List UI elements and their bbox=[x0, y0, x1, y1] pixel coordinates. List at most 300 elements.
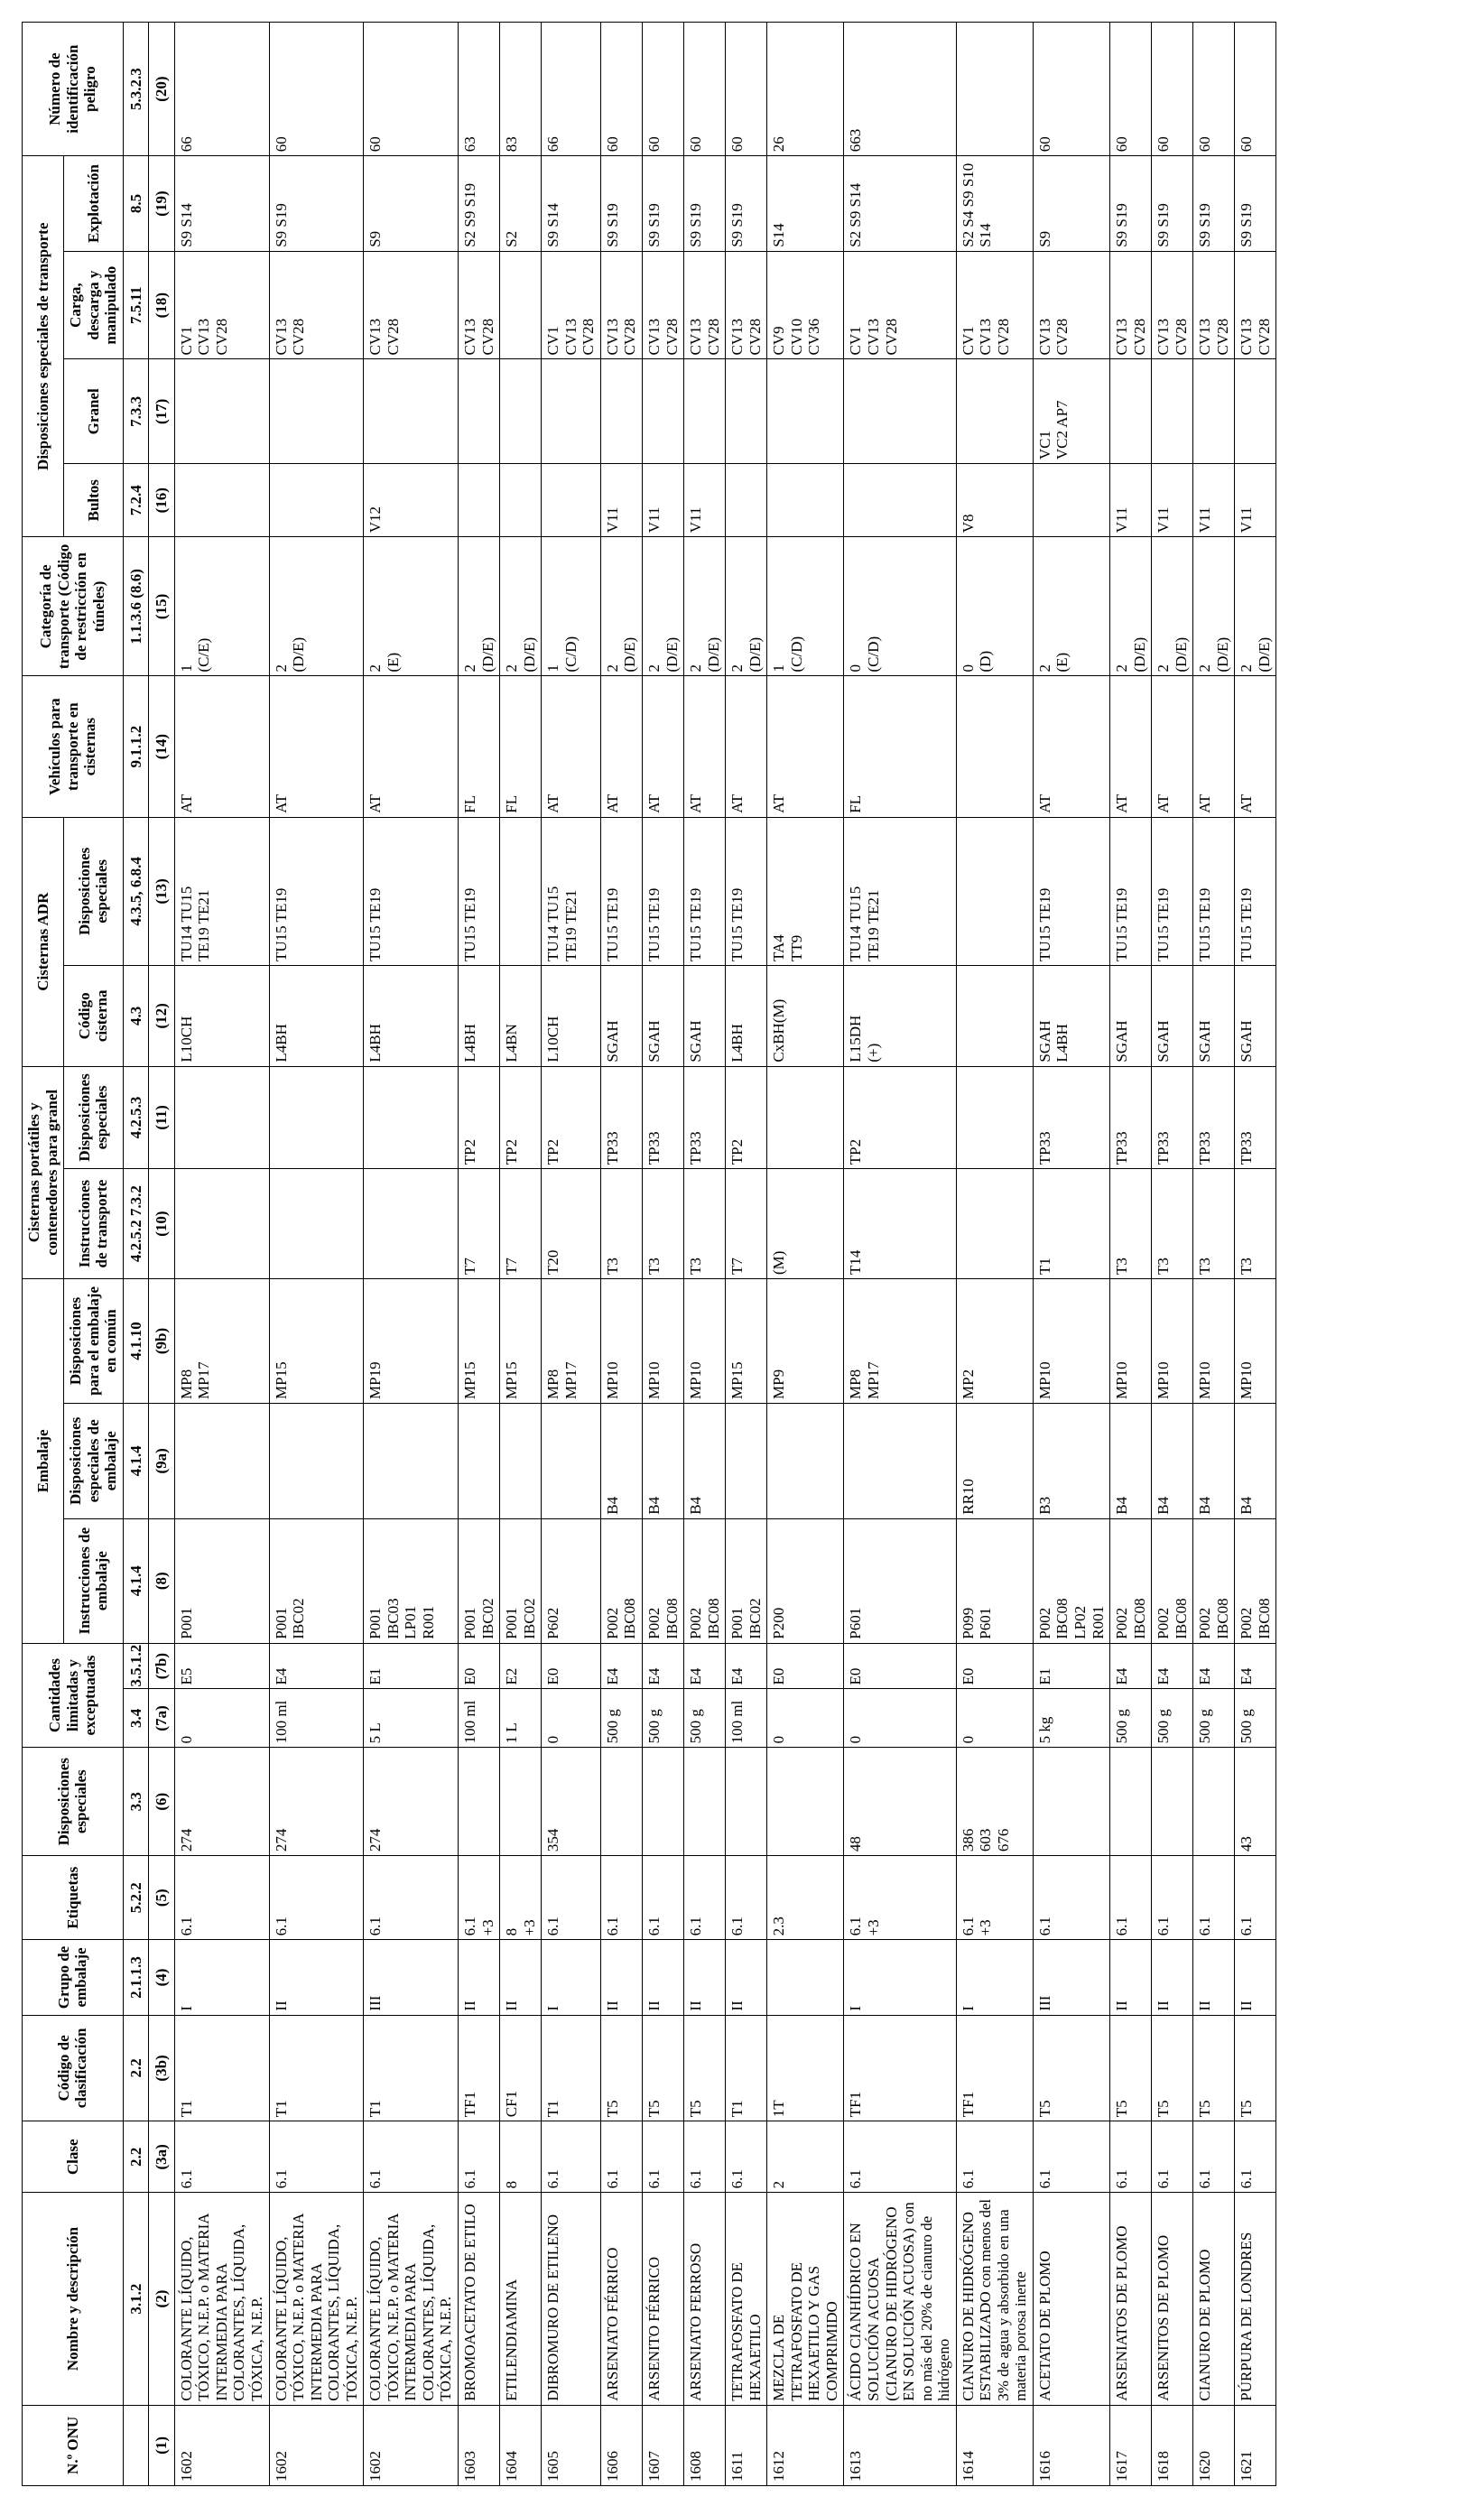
table-cell: P002 IBC08 bbox=[642, 1518, 683, 1643]
table-cell: T5 bbox=[600, 2015, 642, 2121]
table-cell bbox=[956, 359, 1033, 464]
table-cell: 2 (D/E) bbox=[726, 537, 767, 676]
column-number-14: (12) bbox=[149, 966, 175, 1067]
table-cell: 1614 bbox=[956, 2405, 1033, 2485]
table-cell: SGAH bbox=[600, 966, 642, 1067]
column-number-21: (19) bbox=[149, 156, 175, 252]
table-cell: T1 bbox=[726, 2015, 767, 2121]
table-cell: P002 IBC08 bbox=[1110, 1518, 1152, 1643]
table-cell: B4 bbox=[1110, 1403, 1152, 1518]
table-cell: 6.1 bbox=[1110, 2121, 1152, 2193]
table-cell: 2 (D/E) bbox=[1235, 537, 1276, 676]
table-cell: T5 bbox=[1235, 2015, 1276, 2121]
table-cell: 6.1 bbox=[364, 2121, 459, 2193]
table-cell: P602 bbox=[542, 1518, 601, 1643]
table-cell: I bbox=[956, 1940, 1033, 2015]
column-number-8: (7b) bbox=[149, 1643, 175, 1689]
table-cell: 0 bbox=[956, 1689, 1033, 1748]
table-cell: AT bbox=[726, 676, 767, 817]
header-cantidades: Cantidades limitadas y exceptuadas bbox=[23, 1643, 124, 1748]
table-cell: ARSENIATOS DE PLOMO bbox=[1110, 2193, 1152, 2405]
table-cell: CV9 CV10 CV36 bbox=[767, 251, 844, 359]
table-cell bbox=[956, 23, 1033, 156]
table-cell: P099 P601 bbox=[956, 1518, 1033, 1643]
table-cell: 0 (D) bbox=[956, 537, 1033, 676]
table-cell: CV13 CV28 bbox=[684, 251, 726, 359]
table-cell: P001 IBC02 bbox=[500, 1518, 542, 1643]
table-cell: AT bbox=[1152, 676, 1193, 817]
table-cell: I bbox=[542, 1940, 601, 2015]
table-cell: T5 bbox=[1193, 2015, 1235, 2121]
table-cell: 1 (C/D) bbox=[767, 537, 844, 676]
table-cell: TP2 bbox=[500, 1066, 542, 1169]
table-cell: V11 bbox=[1193, 464, 1235, 537]
table-cell: TU15 TE19 bbox=[364, 817, 459, 965]
table-cell: E1 bbox=[1033, 1643, 1109, 1689]
table-cell: MP15 bbox=[459, 1278, 500, 1403]
table-cell: 500 g bbox=[1193, 1689, 1235, 1748]
column-number-2: (3a) bbox=[149, 2121, 175, 2193]
table-cell: T1 bbox=[1033, 1169, 1109, 1279]
section-code-8: 3.5.1.2 bbox=[123, 1643, 149, 1689]
header-num-peligro: Número de identificación peligro bbox=[23, 23, 124, 156]
table-cell bbox=[459, 359, 500, 464]
table-cell: S9 bbox=[364, 156, 459, 252]
table-cell: B4 bbox=[642, 1403, 683, 1518]
table-cell bbox=[726, 359, 767, 464]
table-cell: S9 S14 bbox=[542, 156, 601, 252]
table-cell: 6.1 bbox=[684, 1856, 726, 1940]
table-cell: S9 S19 bbox=[684, 156, 726, 252]
table-cell: MP19 bbox=[364, 1278, 459, 1403]
table-cell: AT bbox=[767, 676, 844, 817]
table-cell: ACETATO DE PLOMO bbox=[1033, 2193, 1109, 2405]
table-cell bbox=[726, 464, 767, 537]
table-cell: MP9 bbox=[767, 1278, 844, 1403]
table-cell: VC1 VC2 AP7 bbox=[1033, 359, 1109, 464]
table-cell: TF1 bbox=[956, 2015, 1033, 2121]
table-cell: V11 bbox=[1110, 464, 1152, 537]
table-cell: S9 S19 bbox=[726, 156, 767, 252]
table-cell: TP33 bbox=[1193, 1066, 1235, 1169]
table-cell bbox=[174, 1169, 269, 1279]
table-cell bbox=[684, 1748, 726, 1856]
section-code-22: 5.3.2.3 bbox=[123, 23, 149, 156]
header-categoria: Categoría de transporte (Código de restricción en túneles) bbox=[23, 537, 124, 676]
section-code-4: 2.1.1.3 bbox=[123, 1940, 149, 2015]
table-cell: 500 g bbox=[1235, 1689, 1276, 1748]
table-cell: S9 S19 bbox=[600, 156, 642, 252]
table-cell: 1604 bbox=[500, 2405, 542, 2485]
table-cell: TP2 bbox=[542, 1066, 601, 1169]
table-cell: 386 603 676 bbox=[956, 1748, 1033, 1856]
table-cell bbox=[500, 817, 542, 965]
table-cell: 1 (C/D) bbox=[542, 537, 601, 676]
table-cell: E4 bbox=[600, 1643, 642, 1689]
table-cell: E5 bbox=[174, 1643, 269, 1689]
column-number-18: (16) bbox=[149, 464, 175, 537]
table-cell: ARSENIATO FERROSO bbox=[684, 2193, 726, 2405]
header-embalaje-comun: Disposiciones para el embalaje en común bbox=[64, 1278, 124, 1403]
table-cell: 500 g bbox=[1110, 1689, 1152, 1748]
table-cell: 1602 bbox=[364, 2405, 459, 2485]
table-cell: 2 (D/E) bbox=[269, 537, 364, 676]
table-cell: TU14 TU15 TE19 TE21 bbox=[174, 817, 269, 965]
table-cell: CF1 bbox=[500, 2015, 542, 2121]
table-cell: V12 bbox=[364, 464, 459, 537]
table-cell: T7 bbox=[459, 1169, 500, 1279]
table-cell: 1608 bbox=[684, 2405, 726, 2485]
table-cell bbox=[1152, 359, 1193, 464]
table-cell: CV13 CV28 bbox=[1110, 251, 1152, 359]
table-cell: 6.1 bbox=[642, 2121, 683, 2193]
table-cell: 2 (D/E) bbox=[1110, 537, 1152, 676]
table-cell bbox=[174, 359, 269, 464]
table-cell: S9 S19 bbox=[269, 156, 364, 252]
table-cell: 60 bbox=[1235, 23, 1276, 156]
column-number-7: (7a) bbox=[149, 1689, 175, 1748]
table-cell: AT bbox=[1193, 676, 1235, 817]
table-cell: TF1 bbox=[459, 2015, 500, 2121]
table-cell: 6.1 bbox=[726, 1856, 767, 1940]
table-cell: L4BH bbox=[726, 966, 767, 1067]
table-cell: AT bbox=[684, 676, 726, 817]
table-cell: CV13 CV28 bbox=[1152, 251, 1193, 359]
table-cell bbox=[500, 359, 542, 464]
table-cell: P001 IBC02 bbox=[459, 1518, 500, 1643]
table-cell: 6.1 bbox=[642, 1856, 683, 1940]
table-cell: AT bbox=[1235, 676, 1276, 817]
table-cell: 0 (C/D) bbox=[844, 537, 956, 676]
table-cell bbox=[956, 1066, 1033, 1169]
table-cell: TU14 TU15 TE19 TE21 bbox=[844, 817, 956, 965]
table-cell bbox=[1235, 359, 1276, 464]
table-cell: CV13 CV28 bbox=[726, 251, 767, 359]
table-row bbox=[956, 23, 1033, 2486]
table-cell: 2 (D/E) bbox=[459, 537, 500, 676]
table-cell: P200 bbox=[767, 1518, 844, 1643]
table-cell: 1T bbox=[767, 2015, 844, 2121]
table-cell: 1611 bbox=[726, 2405, 767, 2485]
header-carga: Carga, descarga y manipulado bbox=[64, 251, 124, 359]
section-code-15: 4.3.5, 6.8.4 bbox=[123, 817, 149, 965]
table-cell: 60 bbox=[1110, 23, 1152, 156]
table-cell: L4BN bbox=[500, 966, 542, 1067]
table-cell: 100 ml bbox=[726, 1689, 767, 1748]
table-cell: L15DH (+) bbox=[844, 966, 956, 1067]
section-code-11: 4.1.10 bbox=[123, 1278, 149, 1403]
table-cell: CV13 CV28 bbox=[459, 251, 500, 359]
table-cell: L10CH bbox=[174, 966, 269, 1067]
table-cell: S14 bbox=[767, 156, 844, 252]
table-cell: P002 IBC08 bbox=[1152, 1518, 1193, 1643]
table-cell: MP8 MP17 bbox=[844, 1278, 956, 1403]
section-code-5: 5.2.2 bbox=[123, 1856, 149, 1940]
table-cell: 6.1 bbox=[542, 2121, 601, 2193]
column-number-5: (5) bbox=[149, 1856, 175, 1940]
table-cell: P001 IBC02 bbox=[726, 1518, 767, 1643]
table-cell: V11 bbox=[1235, 464, 1276, 537]
table-cell: S9 S19 bbox=[642, 156, 683, 252]
column-number-19: (17) bbox=[149, 359, 175, 464]
section-code-17: 1.1.3.6 (8.6) bbox=[123, 537, 149, 676]
table-cell: E4 bbox=[1235, 1643, 1276, 1689]
table-cell: 1620 bbox=[1193, 2405, 1235, 2485]
table-cell: B4 bbox=[600, 1403, 642, 1518]
table-cell: 500 g bbox=[600, 1689, 642, 1748]
header-disp-esp-embalaje: Disposiciones especiales de embalaje bbox=[64, 1403, 124, 1518]
table-row bbox=[500, 23, 542, 2486]
table-cell: S9 S14 bbox=[174, 156, 269, 252]
table-cell bbox=[956, 676, 1033, 817]
table-cell: MP10 bbox=[1110, 1278, 1152, 1403]
table-cell: II bbox=[1193, 1940, 1235, 2015]
table-cell: 1603 bbox=[459, 2405, 500, 2485]
table-cell: TU15 TE19 bbox=[684, 817, 726, 965]
table-cell: II bbox=[1110, 1940, 1152, 2015]
table-row bbox=[174, 23, 269, 2486]
table-cell: II bbox=[642, 1940, 683, 2015]
table-cell: B4 bbox=[1193, 1403, 1235, 1518]
table-cell: MP10 bbox=[1033, 1278, 1109, 1403]
column-number-3: (3b) bbox=[149, 2015, 175, 2121]
table-cell: E4 bbox=[1110, 1643, 1152, 1689]
section-code-14: 4.3 bbox=[123, 966, 149, 1067]
table-cell bbox=[269, 1169, 364, 1279]
table-cell bbox=[642, 1748, 683, 1856]
table-cell bbox=[767, 1940, 844, 2015]
table-cell: 6.1 bbox=[1110, 1856, 1152, 1940]
table-cell bbox=[364, 1066, 459, 1169]
table-cell: 6.1 bbox=[269, 2121, 364, 2193]
table-cell bbox=[1193, 359, 1235, 464]
table-cell: 60 bbox=[600, 23, 642, 156]
header-vehiculos: Vehículos para transporte en cisternas bbox=[23, 676, 124, 817]
table-cell: MP15 bbox=[500, 1278, 542, 1403]
table-row bbox=[269, 23, 364, 2486]
table-cell: AT bbox=[1033, 676, 1109, 817]
table-cell: 500 g bbox=[684, 1689, 726, 1748]
table-cell: T5 bbox=[684, 2015, 726, 2121]
table-cell: T7 bbox=[500, 1169, 542, 1279]
table-cell bbox=[767, 1403, 844, 1518]
table-cell: L10CH bbox=[542, 966, 601, 1067]
table-cell: T1 bbox=[174, 2015, 269, 2121]
table-cell: T7 bbox=[726, 1169, 767, 1279]
table-cell: 1 L bbox=[500, 1689, 542, 1748]
table-cell: T3 bbox=[684, 1169, 726, 1279]
table-cell: COLORANTE LÍQUIDO, TÓXICO, N.E.P. o MATERIA INTERMEDIA PARA COLORANTES, LÍQUIDA, TÓXICA, N.E.P. bbox=[364, 2193, 459, 2405]
table-cell bbox=[726, 1748, 767, 1856]
table-cell: 500 g bbox=[642, 1689, 683, 1748]
table-row bbox=[684, 23, 726, 2486]
table-cell: 274 bbox=[269, 1748, 364, 1856]
table-cell: V11 bbox=[642, 464, 683, 537]
table-cell: ETILENDIAMINA bbox=[500, 2193, 542, 2405]
table-cell: 2 (D/E) bbox=[500, 537, 542, 676]
table-cell: TF1 bbox=[844, 2015, 956, 2121]
table-cell: II bbox=[726, 1940, 767, 2015]
table-cell: II bbox=[1235, 1940, 1276, 2015]
table-cell: MP8 MP17 bbox=[174, 1278, 269, 1403]
header-embalaje: Embalaje bbox=[23, 1278, 64, 1643]
table-cell: COLORANTE LÍQUIDO, TÓXICO, N.E.P. o MATERIA INTERMEDIA PARA COLORANTES, LÍQUIDA, TÓXICA, N.E.P. bbox=[269, 2193, 364, 2405]
table-cell: 1 (C/E) bbox=[174, 537, 269, 676]
table-body bbox=[174, 23, 1276, 2486]
table-cell: 60 bbox=[269, 23, 364, 156]
table-cell: 1605 bbox=[542, 2405, 601, 2485]
table-cell bbox=[642, 359, 683, 464]
table-cell: TP33 bbox=[1033, 1066, 1109, 1169]
table-cell: SGAH bbox=[1110, 966, 1152, 1067]
table-cell: CIANURO DE PLOMO bbox=[1193, 2193, 1235, 2405]
table-cell: T5 bbox=[1033, 2015, 1109, 2121]
table-cell: 100 ml bbox=[269, 1689, 364, 1748]
table-cell: 6.1 bbox=[600, 2121, 642, 2193]
table-row bbox=[1193, 23, 1235, 2486]
table-cell: S2 S4 S9 S10 S14 bbox=[956, 156, 1033, 252]
table-cell: E0 bbox=[542, 1643, 601, 1689]
table-cell: 274 bbox=[174, 1748, 269, 1856]
table-cell: 8 +3 bbox=[500, 1856, 542, 1940]
table-cell: II bbox=[684, 1940, 726, 2015]
header-granel: Granel bbox=[64, 359, 124, 464]
table-cell: CV13 CV28 bbox=[1033, 251, 1109, 359]
table-cell: SGAH bbox=[1235, 966, 1276, 1067]
table-cell: 66 bbox=[174, 23, 269, 156]
table-cell bbox=[726, 1403, 767, 1518]
table-cell bbox=[542, 359, 601, 464]
section-code-12: 4.2.5.2 7.3.2 bbox=[123, 1169, 149, 1279]
table-cell: MP10 bbox=[642, 1278, 683, 1403]
table-cell: T3 bbox=[600, 1169, 642, 1279]
table-cell: 8 bbox=[500, 2121, 542, 2193]
table-cell: TP2 bbox=[459, 1066, 500, 1169]
table-cell: P002 IBC08 bbox=[684, 1518, 726, 1643]
header-clase: Clase bbox=[23, 2121, 124, 2193]
table-cell: SGAH bbox=[1152, 966, 1193, 1067]
table-cell: 60 bbox=[642, 23, 683, 156]
header-codigo: Código de clasificación bbox=[23, 2015, 124, 2121]
column-number-16: (14) bbox=[149, 676, 175, 817]
table-cell: 60 bbox=[1193, 23, 1235, 156]
section-code-10: 4.1.4 bbox=[123, 1403, 149, 1518]
table-cell: RR10 bbox=[956, 1403, 1033, 1518]
table-cell: 6.1 bbox=[459, 2121, 500, 2193]
table-cell bbox=[269, 1066, 364, 1169]
table-cell: 0 bbox=[174, 1689, 269, 1748]
table-cell: 0 bbox=[542, 1689, 601, 1748]
table-cell: TU14 TU15 TE19 TE21 bbox=[542, 817, 601, 965]
table-cell: CV13 CV28 bbox=[642, 251, 683, 359]
table-cell bbox=[767, 359, 844, 464]
table-cell: TU15 TE19 bbox=[269, 817, 364, 965]
table-cell: CV1 CV13 CV28 bbox=[956, 251, 1033, 359]
table-row bbox=[542, 23, 601, 2486]
table-cell: TU15 TE19 bbox=[1033, 817, 1109, 965]
section-codes-row bbox=[123, 23, 149, 2486]
table-cell: ARSENIATO FÉRRICO bbox=[600, 2193, 642, 2405]
table-cell: 60 bbox=[684, 23, 726, 156]
table-cell bbox=[767, 1066, 844, 1169]
header-codigo-cisterna: Código cisterna bbox=[64, 966, 124, 1067]
section-code-0 bbox=[123, 2405, 149, 2485]
column-numbers-row bbox=[149, 23, 175, 2486]
column-number-22: (20) bbox=[149, 23, 175, 156]
table-cell: SGAH bbox=[1193, 966, 1235, 1067]
table-cell: 2 (D/E) bbox=[600, 537, 642, 676]
table-cell: B3 bbox=[1033, 1403, 1109, 1518]
table-cell: S2 bbox=[500, 156, 542, 252]
table-cell bbox=[767, 464, 844, 537]
table-cell: 6.1 bbox=[269, 1856, 364, 1940]
table-cell: II bbox=[1152, 1940, 1193, 2015]
table-cell: P001 bbox=[174, 1518, 269, 1643]
table-cell bbox=[269, 464, 364, 537]
table-cell: AT bbox=[600, 676, 642, 817]
table-cell: SGAH bbox=[642, 966, 683, 1067]
table-cell: 6.1 bbox=[1152, 1856, 1193, 1940]
table-cell: TP33 bbox=[684, 1066, 726, 1169]
table-cell bbox=[364, 1403, 459, 1518]
table-cell: 6.1 bbox=[1033, 1856, 1109, 1940]
table-cell: 1613 bbox=[844, 2405, 956, 2485]
table-row bbox=[767, 23, 844, 2486]
table-row bbox=[1152, 23, 1193, 2486]
table-cell: 6.1 bbox=[684, 2121, 726, 2193]
table-cell: 6.1 bbox=[726, 2121, 767, 2193]
table-cell: TU15 TE19 bbox=[1110, 817, 1152, 965]
table-cell: L4BH bbox=[459, 966, 500, 1067]
table-cell bbox=[174, 1066, 269, 1169]
table-cell: 60 bbox=[1033, 23, 1109, 156]
table-cell: I bbox=[174, 1940, 269, 2015]
table-cell: II bbox=[600, 1940, 642, 2015]
table-cell: TU15 TE19 bbox=[1193, 817, 1235, 965]
table-cell: T1 bbox=[542, 2015, 601, 2121]
table-cell: 100 ml bbox=[459, 1689, 500, 1748]
column-number-1: (2) bbox=[149, 2193, 175, 2405]
section-code-9: 4.1.4 bbox=[123, 1518, 149, 1643]
table-cell: 1602 bbox=[269, 2405, 364, 2485]
table-cell: V11 bbox=[684, 464, 726, 537]
table-cell: E2 bbox=[500, 1643, 542, 1689]
table-cell: 60 bbox=[726, 23, 767, 156]
section-code-18: 7.2.4 bbox=[123, 464, 149, 537]
table-cell: 6.1 bbox=[174, 1856, 269, 1940]
header-un: N.º ONU bbox=[23, 2405, 124, 2485]
table-cell: T20 bbox=[542, 1169, 601, 1279]
table-cell bbox=[1033, 1748, 1109, 1856]
table-cell: L4BH bbox=[269, 966, 364, 1067]
table-cell: MP10 bbox=[1193, 1278, 1235, 1403]
table-cell bbox=[500, 464, 542, 537]
table-cell: CV13 CV28 bbox=[364, 251, 459, 359]
table-cell bbox=[956, 966, 1033, 1067]
table-cell: II bbox=[500, 1940, 542, 2015]
table-cell bbox=[684, 359, 726, 464]
header-cisternas-adr: Cisternas ADR bbox=[23, 817, 64, 1066]
table-cell bbox=[269, 1403, 364, 1518]
table-cell: T5 bbox=[1152, 2015, 1193, 2121]
table-cell: 1616 bbox=[1033, 2405, 1109, 2485]
table-cell: TP2 bbox=[844, 1066, 956, 1169]
header-name: Nombre y descripción bbox=[23, 2193, 124, 2405]
table-cell: E0 bbox=[956, 1643, 1033, 1689]
table-cell: S2 S9 S19 bbox=[459, 156, 500, 252]
table-cell bbox=[174, 464, 269, 537]
table-cell: FL bbox=[459, 676, 500, 817]
